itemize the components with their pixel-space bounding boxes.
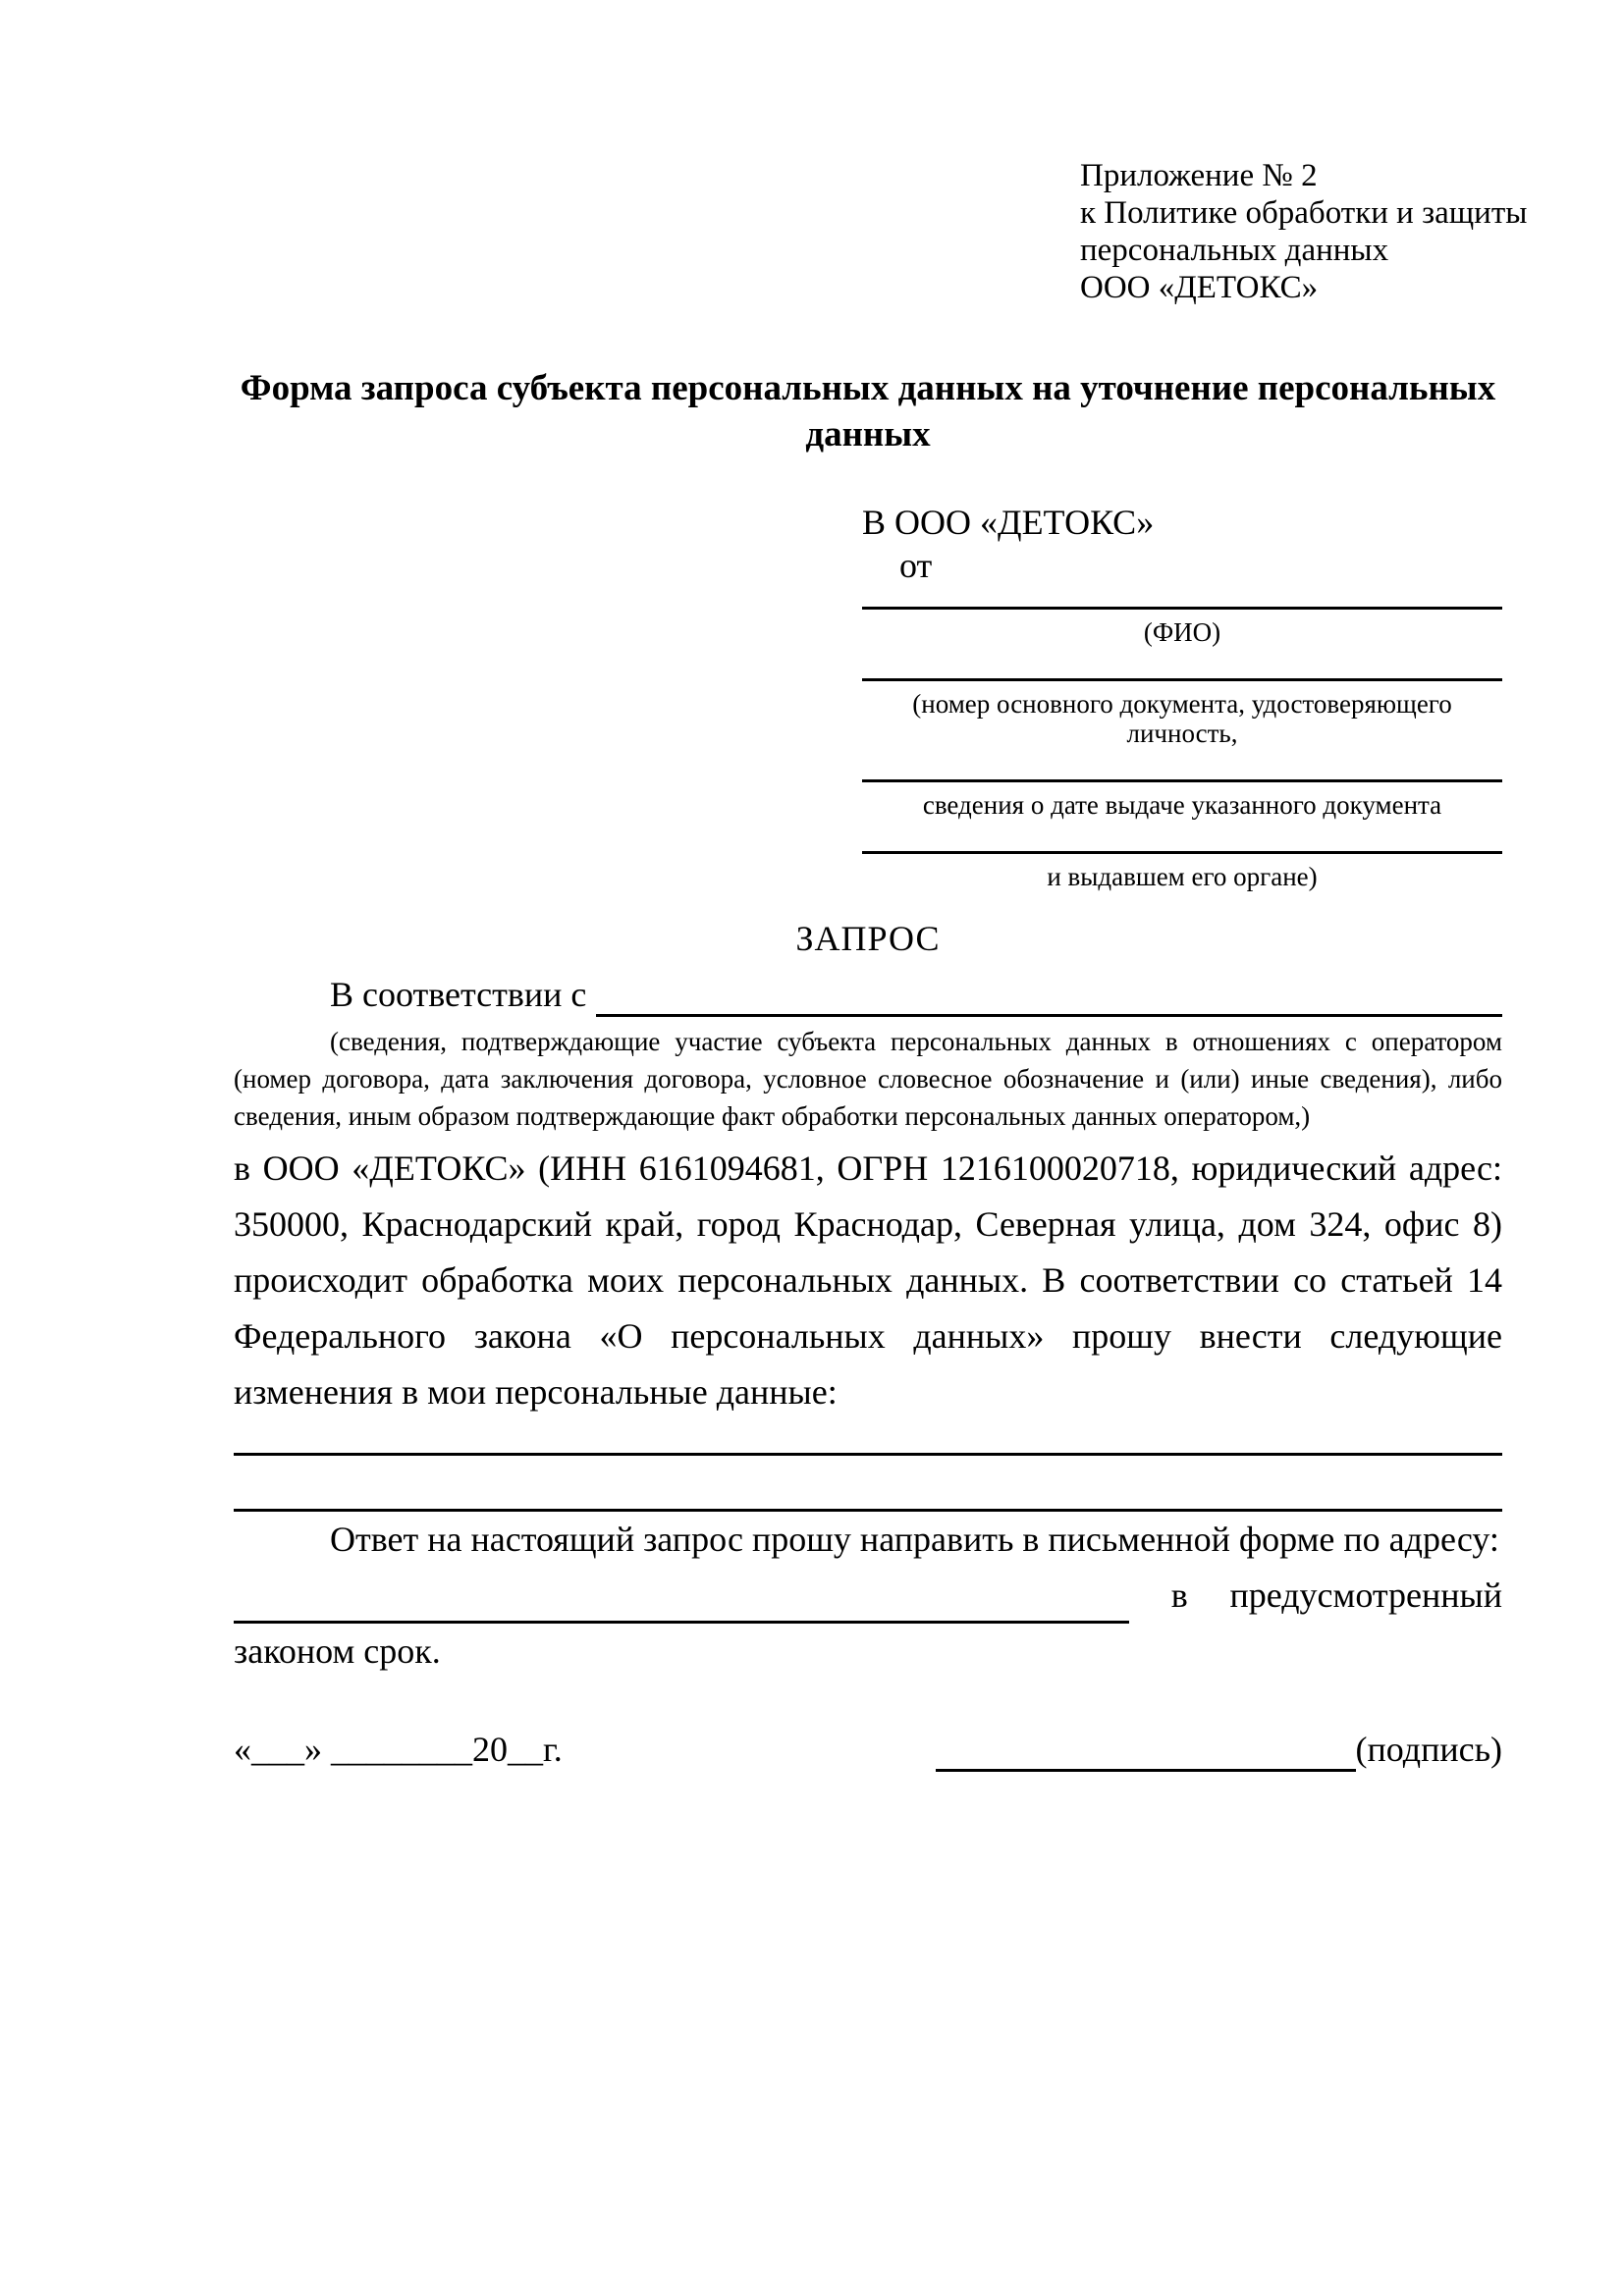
date-signature-row [234,1727,1502,1772]
request-heading: ЗАПРОС [795,919,941,958]
issuing-authority-blank-line [862,820,1502,854]
appendix-header-line: к Политике обработки и защиты [1080,195,1528,231]
body-paragraph: в ООО «ДЕТОКС» (ИНН 6161094681, ОГРН 1216100020718, юридический адрес: 350000, Краснодарский край, город Краснодар, Северная улица, дом 324, офис 8) происходит обработка моих персональных данных. В соответствии со статьей 14 Федерального закона «О персональных данных» прошу внести следующие изменения в мои персональные данные: [234,1148,1502,1412]
issue-date-caption: сведения о дате выдаче указанного документа [922,790,1442,820]
response-word: предусмотренный [1229,1575,1502,1615]
response-last-line: законом срок. [234,1631,441,1671]
addressee-block [862,501,1502,891]
fio-caption: (ФИО) [1143,617,1221,647]
accordance-label: В соответствии с [330,975,587,1014]
date-template: «___» ________20__г. [234,1730,563,1769]
signature-group [936,1727,1502,1772]
address-blank-line [234,1577,1129,1624]
response-paragraph [234,1512,1502,1680]
response-word: в [1170,1575,1188,1615]
document-title: Форма запроса субъекта персональных данных на уточнение персональных данных [240,368,1496,454]
signature-caption: (подпись) [1355,1730,1502,1769]
response-first-line: Ответ на настоящий запрос прошу направить в письменной форме по адресу: [330,1520,1499,1559]
signature-blank-line [936,1730,1356,1772]
fio-blank-line [862,585,1502,610]
appendix-header-line: ООО «ДЕТОКС» [1080,270,1319,305]
accordance-line [234,972,1502,1017]
changes-blank-line [234,1453,1502,1456]
accordance-caption: (сведения, подтверждающие участие субъекта персональных данных в отношениях с оператором (номер договора, дата заключения договора, условное словесное обозначение и (или) иные сведения), либо сведения, иным образом подтверждающие факт обработки персональных данных оператором,) [234,1027,1502,1131]
addressee-to: В ООО «ДЕТОКС» [862,503,1155,542]
response-address-line [234,1568,1502,1624]
issue-date-blank-line [862,748,1502,782]
addressee-from-label: от [899,546,933,585]
appendix-header-line: персональных данных [1080,233,1389,268]
issuing-authority-caption: и выдавшем его органе) [1047,862,1318,891]
document-number-blank-line [862,647,1502,681]
document-number-caption: (номер основного документа, удостоверяющего личность, [912,689,1452,748]
appendix-header [1080,157,1528,306]
accordance-blank-line [596,975,1502,1017]
appendix-header-line: Приложение № 2 [1080,158,1318,193]
